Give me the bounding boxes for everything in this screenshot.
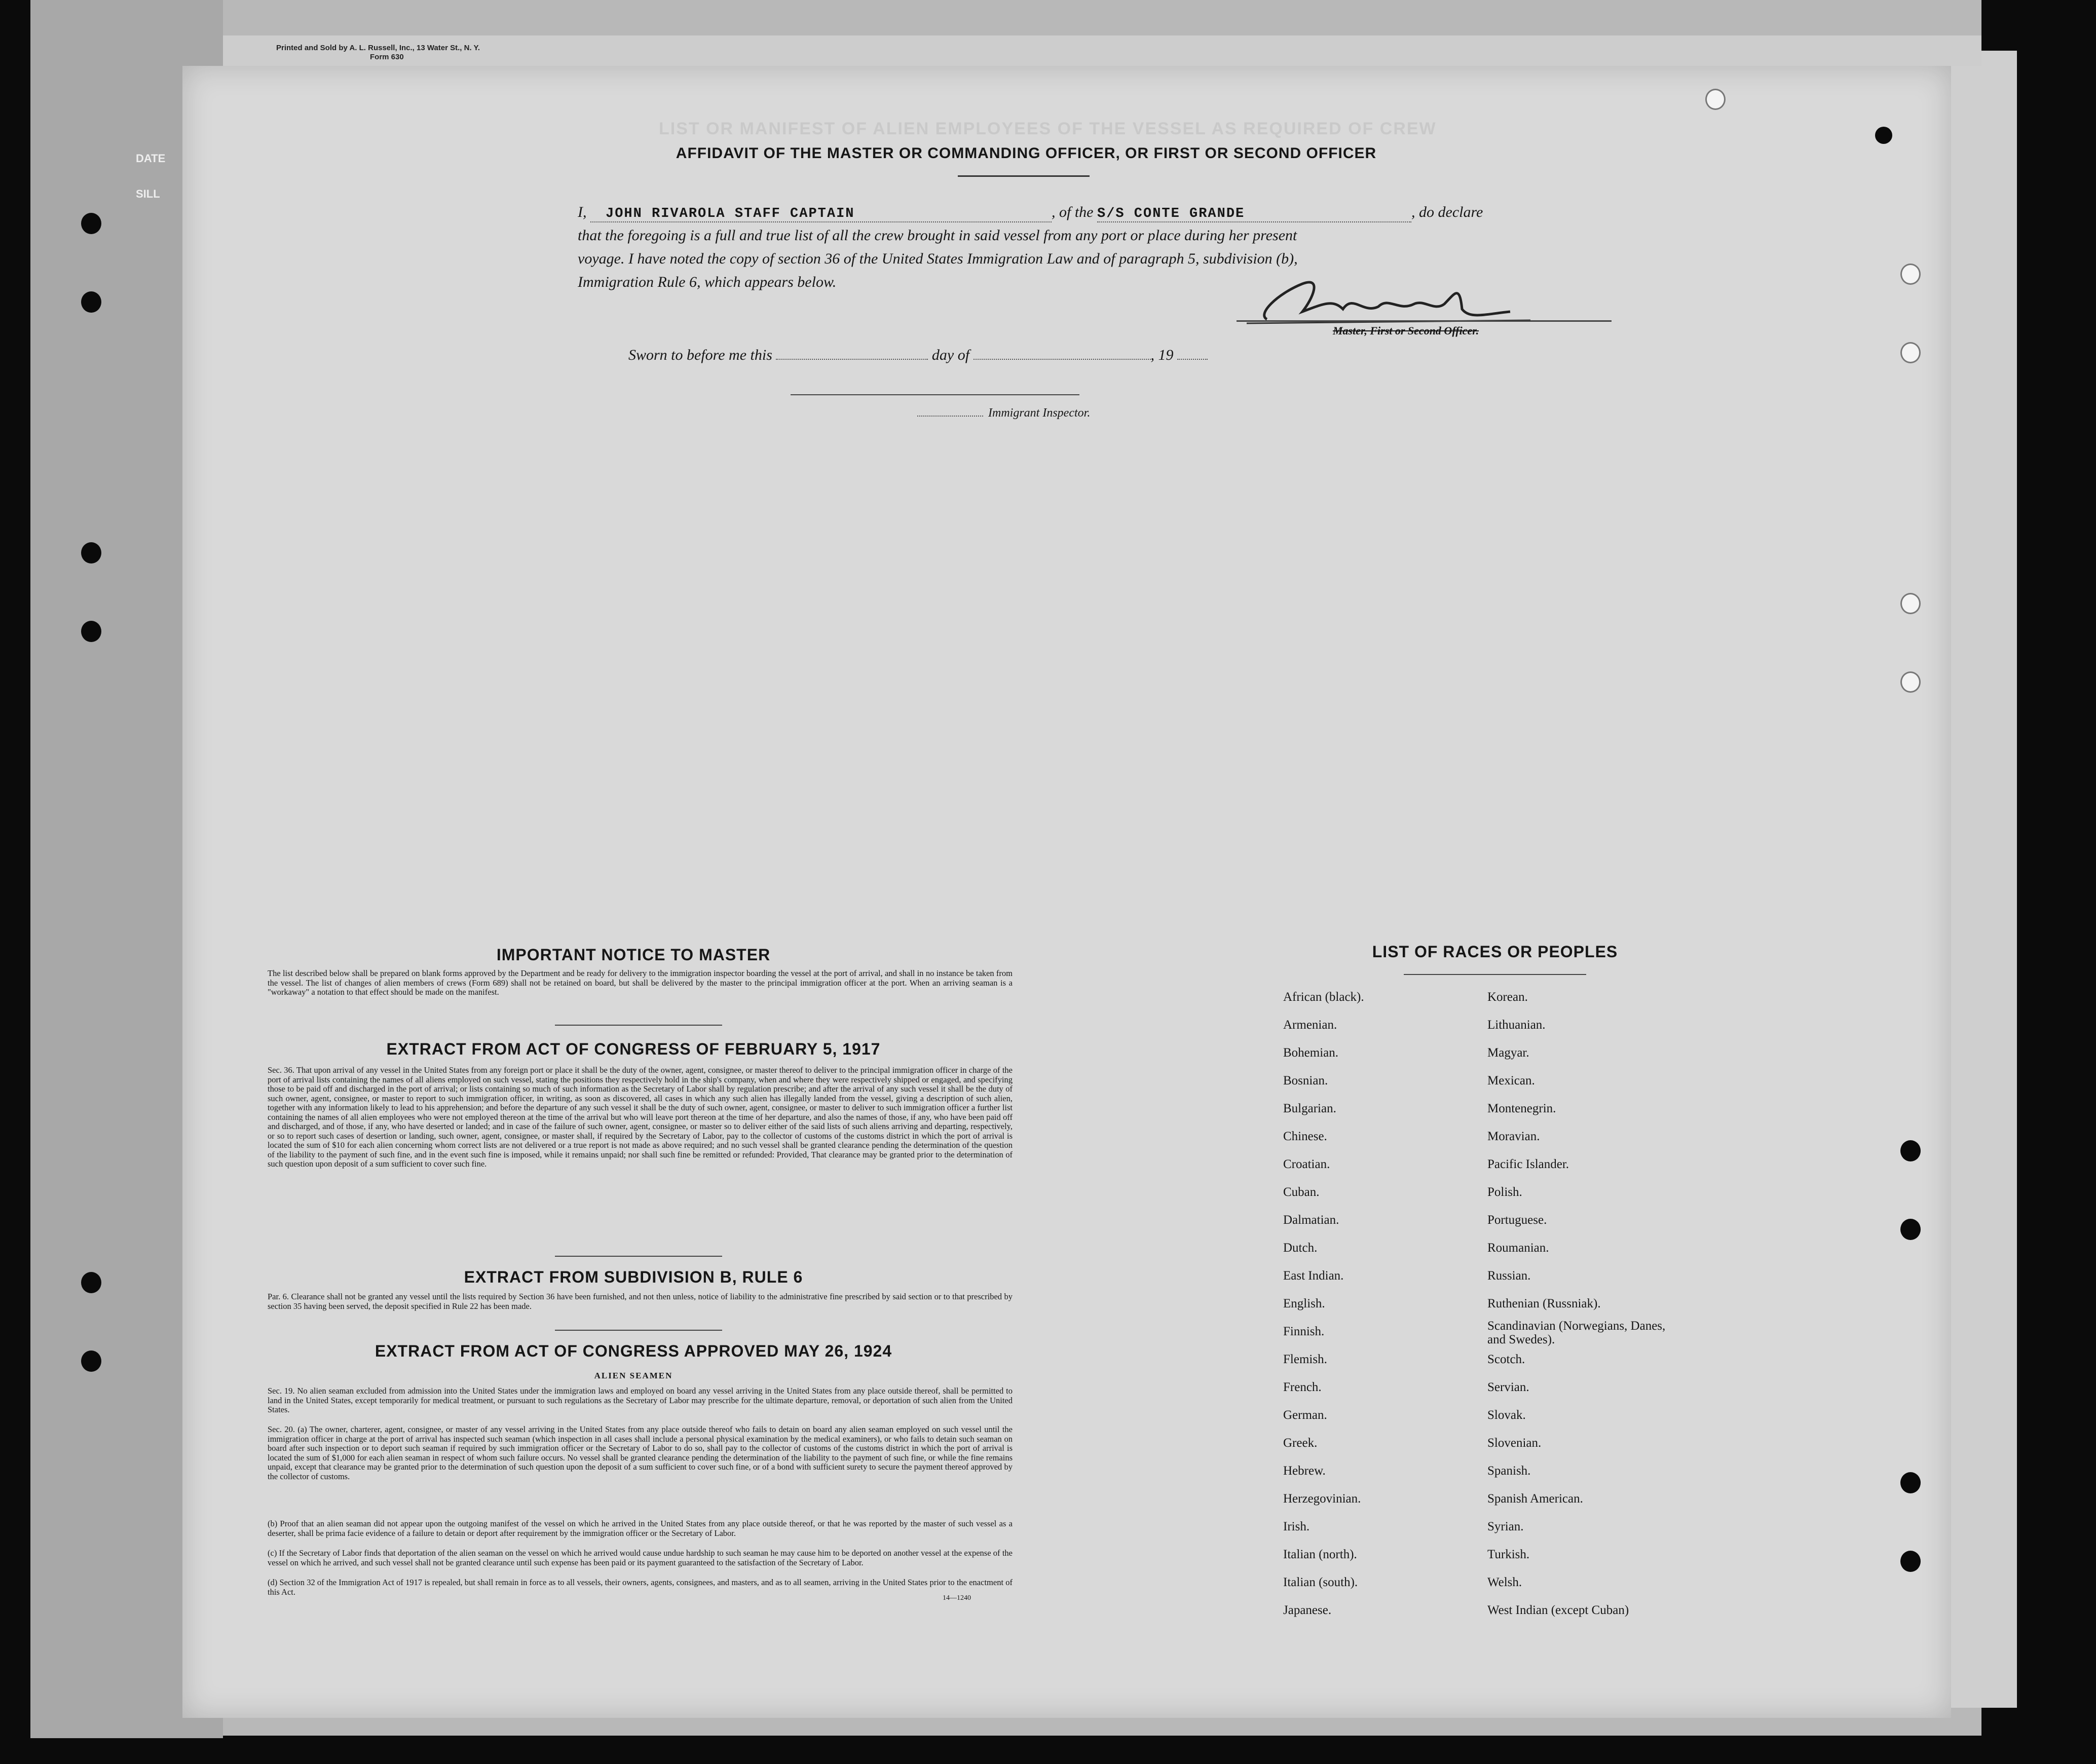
race-item: Japanese. bbox=[1283, 1603, 1332, 1617]
sec20b-text: (b) Proof that an alien seaman did not appear upon the outgoing manifest of the vessel on which he arrived in the United States from any place outside thereof, or that he was reported by the master of such vessel as a deserter, shall be prima facie evidence of a failure to detain or deport after requirement by the immigration officer or the Secretary of Labor. bbox=[268, 1519, 1013, 1538]
race-item: Croatian. bbox=[1283, 1157, 1330, 1171]
race-item: Italian (south). bbox=[1283, 1575, 1358, 1589]
race-item: Scotch. bbox=[1487, 1353, 1525, 1366]
binder-hole bbox=[1900, 1472, 1921, 1493]
form-number-top: Form 630 bbox=[370, 53, 404, 61]
race-item: Spanish. bbox=[1487, 1464, 1531, 1478]
declaration-line-2: that the foregoing is a full and true list of all the crew brought in said vessel from any port or place during her present bbox=[578, 227, 1297, 244]
section-rule bbox=[555, 1256, 722, 1257]
race-item: Portuguese. bbox=[1487, 1213, 1547, 1227]
binder-hole bbox=[81, 1272, 101, 1293]
race-item: Montenegrin. bbox=[1487, 1102, 1556, 1115]
officer-signature bbox=[1247, 264, 1541, 334]
printer-strip bbox=[223, 35, 1981, 66]
extract-rule6-text: Par. 6. Clearance shall not be granted any vessel until the lists required by Section 36 have been furnished, and not then unless, notice of liability to the administrative fine prescribed by said section or to that prescribed by section 35 having been served, the deposit specified in Rule 22 has been made. bbox=[268, 1292, 1013, 1311]
race-item: English. bbox=[1283, 1297, 1325, 1310]
sec20a-text: Sec. 20. (a) The owner, charterer, agent, consignee, or master of any vessel arriving in the United States from any place outside thereof who fails to detain on board any alien seaman employed on such vessel until the immigration officer in charge at the port of arrival has inspected such seaman (which inspection in all cases shall include a personal physical examination by the medical examiners), or who fails to detain such seaman on board after such inspection or to deport such seaman if required by such immigration officer or the Secretary of Labor to do so, shall pay to the collector of customs of the customs district in which the port of arrival is located the sum of $1,000 for each alien seaman in respect of whom such failure occurs. No vessel shall be granted clearance pending the determination of the liability to the payment of such fine, or while the fine remains unpaid, except that clearance may be granted prior to the determination of such question upon the deposit of a sum sufficient to cover such fine, or of a bond with sufficient surety to secure the payment thereof approved by the collector of customs. bbox=[268, 1424, 1013, 1481]
race-item: West Indian (except Cuban) bbox=[1487, 1603, 1629, 1617]
printer-note-line: Printed and Sold by A. L. Russell, Inc., 13 Water St., N. Y. bbox=[276, 44, 480, 52]
printer-note bbox=[276, 44, 480, 62]
race-item: Ruthenian (Russniak). bbox=[1487, 1297, 1601, 1310]
race-item: Bulgarian. bbox=[1283, 1102, 1336, 1115]
race-item: Syrian. bbox=[1487, 1520, 1524, 1533]
form-number-bottom: 14—1240 bbox=[943, 1594, 971, 1602]
alien-seamen-heading: ALIEN SEAMEN bbox=[594, 1371, 673, 1380]
signature-label: Master, First or Second Officer. bbox=[1333, 324, 1479, 337]
edge-stub-date: DATE bbox=[136, 152, 166, 165]
i-label: I, bbox=[578, 204, 587, 220]
race-item: Turkish. bbox=[1487, 1548, 1530, 1561]
race-item: Armenian. bbox=[1283, 1018, 1337, 1032]
race-item: Bohemian. bbox=[1283, 1046, 1339, 1060]
race-item: Moravian. bbox=[1487, 1130, 1540, 1143]
signature-line bbox=[1237, 320, 1612, 322]
race-item: Russian. bbox=[1487, 1269, 1531, 1283]
binder-hole bbox=[81, 542, 101, 564]
inspector-signature-line bbox=[791, 394, 1079, 395]
day-of-label: day of bbox=[931, 347, 970, 363]
binder-hole bbox=[81, 213, 101, 234]
binder-hole bbox=[1900, 593, 1921, 614]
race-item: Finnish. bbox=[1283, 1325, 1325, 1338]
extract-rule6-title: EXTRACT FROM SUBDIVISION B, RULE 6 bbox=[464, 1268, 803, 1286]
race-item: Roumanian. bbox=[1487, 1241, 1549, 1255]
binder-hole bbox=[1900, 342, 1921, 363]
sec20d-text: (d) Section 32 of the Immigration Act of 1917 is repealed, but shall remain in force as to all vessels, their owners, agents, consignees, and masters, and as to all seamen, arriving in the United States prior to the enactment of this Act. bbox=[268, 1578, 1013, 1597]
sec19-text: Sec. 19. No alien seaman excluded from admission into the United States under the immigration laws and employed on board any vessel arriving in the United States from any place outside thereof, shall be permitted to land in the United States, except temporarily for medical treatment, or pursuant to such regulations as the Secretary of Labor may prescribe for the ultimate departure, removal, or deportation of such alien from the United States. bbox=[268, 1386, 1013, 1414]
section-rule bbox=[555, 1330, 722, 1331]
of-the-label: , of the bbox=[1052, 204, 1094, 220]
race-item: Slovenian. bbox=[1487, 1436, 1542, 1450]
race-item: Cuban. bbox=[1283, 1185, 1320, 1199]
edge-stub-sill: SILL bbox=[136, 187, 160, 200]
race-item: Polish. bbox=[1487, 1185, 1522, 1199]
race-item: East Indian. bbox=[1283, 1269, 1344, 1283]
race-item: Hebrew. bbox=[1283, 1464, 1326, 1478]
race-item: African (black). bbox=[1283, 990, 1364, 1004]
race-item: Welsh. bbox=[1487, 1575, 1522, 1589]
extract-1917-text: Sec. 36. That upon arrival of any vessel in the United States from any foreign port or place it shall be the duty of the owner, agent, consignee, or master thereof to deliver to the principal immigration officer in charge of the port of arrival lists containing the names of all aliens employed on such vessel, stating the positions they respectively hold in the ship's company, when and where they were respectively shipped or engaged, and specifying those to be paid off and discharged in the port of arrival; or lists containing so much of such information as the Secretary of Labor shall by regulation prescribe; and after the arrival of any such vessel it shall be the duty of such owner, agent, consignee, or master to report to such immigration officer, in writing, as soon as discovered, all cases in which any such alien has illegally landed from the vessel, giving a description of such alien, together with any information likely to lead to his apprehension; and before the departure of any such vessel it shall be the duty of such owner, agent, consignee, or master to deliver to such immigration officer a further list containing the names of all alien employees who were not employed thereon at the time of the arrival but who will leave port thereon at the time of her departure, and also the names of those, if any, who have been paid off and discharged, and of those, if any, who have deserted or landed; and in case of the failure of such owner, agent, consignee, or master so to deliver either of the said lists of such aliens arriving and departing, respectively, or so to report such cases of desertion or landing, such owner, agent, consignee, or master shall, if required by the Secretary of Labor, pay to the collector of customs of the customs district in which the port of arrival is located the sum of $10 for each alien concerning whom correct lists are not delivered or a true report is not made as above required; and no such vessel shall be granted clearance pending the determination of the question of the liability to the payment of such fine, and in the event such fine is imposed, while it remains unpaid; nor shall such fine be remitted or refunded: Provided, That clearance may be granted prior to the determination of such question upon deposit of a sum sufficient to cover such fine. bbox=[268, 1065, 1013, 1169]
inspector-label-text: Immigrant Inspector. bbox=[988, 406, 1091, 420]
inspector-label bbox=[917, 406, 1090, 420]
sec20c-text: (c) If the Secretary of Labor finds that deportation of the alien seaman on the vessel on which he arrived would cause undue hardship to such seaman he may cause him to be deported on another vessel at the expense of the vessel on which he arrived, and such vessel shall not be granted clearance until such expense has been paid or its payment guaranteed to the satisfaction of the Secretary of Labor. bbox=[268, 1548, 1013, 1567]
affidavit-title: AFFIDAVIT OF THE MASTER OR COMMANDING OFFICER, OR FIRST OR SECOND OFFICER bbox=[676, 145, 1377, 162]
race-item: Korean. bbox=[1487, 990, 1528, 1004]
extract-1917-title: EXTRACT FROM ACT OF CONGRESS OF FEBRUARY 5, 1917 bbox=[386, 1040, 881, 1058]
race-item: Chinese. bbox=[1283, 1130, 1327, 1143]
race-item: Scandinavian (Norwegians, Danes, and Swedes). bbox=[1487, 1319, 1666, 1346]
sworn-line bbox=[628, 347, 1208, 364]
title-rule bbox=[958, 175, 1090, 177]
race-item: French. bbox=[1283, 1380, 1322, 1394]
race-item: Dutch. bbox=[1283, 1241, 1318, 1255]
binder-hole bbox=[1900, 1551, 1921, 1572]
extract-1924-title: EXTRACT FROM ACT OF CONGRESS APPROVED MAY 26, 1924 bbox=[375, 1342, 892, 1360]
year-label: , 19 bbox=[1150, 347, 1174, 363]
binder-hole bbox=[1875, 127, 1892, 144]
binder-hole bbox=[1900, 264, 1921, 285]
race-item: Mexican. bbox=[1487, 1074, 1535, 1087]
binder-hole bbox=[81, 621, 101, 642]
race-item: Bosnian. bbox=[1283, 1074, 1328, 1087]
bleed-through-header: LIST OR MANIFEST OF ALIEN EMPLOYEES OF THE VESSEL AS REQUIRED OF CREW bbox=[659, 119, 1437, 138]
race-item: Servian. bbox=[1487, 1380, 1529, 1394]
race-item: Herzegovinian. bbox=[1283, 1492, 1361, 1506]
declaration-line-1 bbox=[578, 204, 1483, 222]
race-item: Greek. bbox=[1283, 1436, 1318, 1450]
officer-name: JOHN RIVAROLA STAFF CAPTAIN bbox=[606, 206, 855, 221]
race-item: Dalmatian. bbox=[1283, 1213, 1339, 1227]
race-item: Magyar. bbox=[1487, 1046, 1529, 1060]
race-item: Slovak. bbox=[1487, 1408, 1526, 1422]
races-title: LIST OF RACES OR PEOPLES bbox=[1372, 943, 1618, 961]
race-item: German. bbox=[1283, 1408, 1327, 1422]
notice-text: The list described below shall be prepared on blank forms approved by the Department and be ready for delivery to the immigration inspector boarding the vessel at the port of arrival, and shall in no instance be taken from the vessel. The list of changes of alien members of crews (Form 689) shall not be retained on board, but shall be delivered by the master to the principal immigration officer at the port. When an arriving seaman is a "workaway" a notation to that effect should be made on the manifest. bbox=[268, 968, 1013, 997]
notice-title: IMPORTANT NOTICE TO MASTER bbox=[496, 946, 771, 964]
race-item: Flemish. bbox=[1283, 1353, 1327, 1366]
race-item: Lithuanian. bbox=[1487, 1018, 1546, 1032]
declaration-line-4: Immigration Rule 6, which appears below. bbox=[578, 274, 837, 290]
binder-hole bbox=[1900, 1140, 1921, 1161]
binder-hole bbox=[81, 291, 101, 313]
binder-hole bbox=[1900, 671, 1921, 693]
do-declare-label: , do declare bbox=[1411, 204, 1483, 220]
race-item: Irish. bbox=[1283, 1520, 1310, 1533]
race-item: Pacific Islander. bbox=[1487, 1157, 1569, 1171]
binder-hole bbox=[81, 1350, 101, 1372]
race-item: Italian (north). bbox=[1283, 1548, 1357, 1561]
binder-hole bbox=[1900, 1219, 1921, 1240]
vessel-name: S/S CONTE GRANDE bbox=[1097, 206, 1245, 221]
binder-hole bbox=[1705, 89, 1726, 110]
declaration-line-3: voyage. I have noted the copy of section 36 of the United States Immigration Law and of paragraph 5, subdivision (b), bbox=[578, 250, 1298, 267]
section-rule bbox=[555, 1025, 722, 1026]
races-title-rule bbox=[1404, 974, 1586, 975]
sworn-label: Sworn to before me this bbox=[628, 347, 772, 363]
race-item: Spanish American. bbox=[1487, 1492, 1583, 1506]
